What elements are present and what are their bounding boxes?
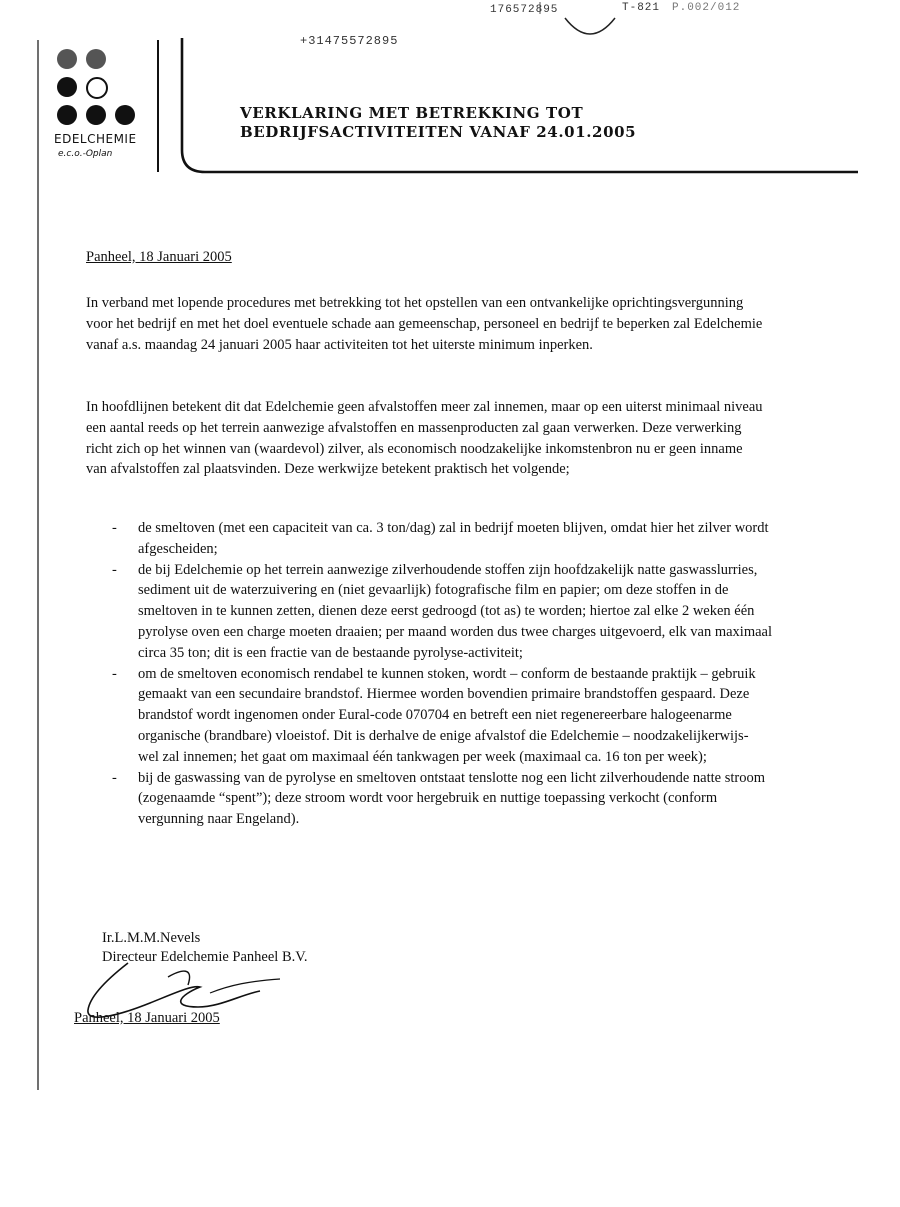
fax-ident: T-821 (622, 2, 661, 14)
list-item: - de smeltoven (met een capaciteit van ca. 3 ton/dag) zal in bedrijf moeten blijven, omdat hier het zilver wordt afgescheiden; (112, 520, 769, 557)
activities-list (112, 518, 772, 830)
date-line: Panheel, 18 Januari 2005 (86, 249, 232, 265)
list-item: - om de smeltoven economisch rendabel te kunnen stoken, wordt – conform de bestaande praktijk – gebruik gemaakt van een secundaire brandstof. Hiermee worden bovendien primaire brandstoffen gespaard. Deze brandstof wordt ingenomen onder Eural-code 070704 en betreft een niet regenereerbare halogeenarme organische (brandbare) vloeistof. Dit is derhalve de enige afvalstof die Edelchemie – noodzakelijkerwijs- wel zal innemen; het gaat om maximaal één tankwagen per week (maximaal ca. 16 ton per week); (112, 665, 756, 765)
document-heading (240, 104, 636, 142)
signatory-name: Ir.L.M.M.Nevels (102, 930, 201, 946)
heading-line-1: VERKLARING MET BETREKKING TOT (240, 104, 584, 122)
signatory-title: Directeur Edelchemie Panheel B.V. (102, 949, 308, 965)
logo-subtitle: e.c.o.-Oplan (58, 149, 113, 159)
fax-number-top: 176572895 (490, 4, 559, 16)
fax-page-code: P.002/012 (672, 2, 741, 14)
list-item: - bij de gaswassing van de pyrolyse en smeltoven ontstaat tenslotte nog een licht zilverhoudende natte stroom (zogenaamde “spent”); deze stroom wordt voor hergebruik en nuttige toepassing verkocht (conform vergunning naar Engeland). (112, 769, 765, 828)
fax-sender-number: +31475572895 (300, 34, 399, 48)
heading-line-2: BEDRIJFSACTIVITEITEN VANAF 24.01.2005 (240, 123, 637, 141)
logo-name: EDELCHEMIE (54, 132, 137, 146)
signature-place-date: Panheel, 18 Januari 2005 (74, 1010, 220, 1026)
paragraph-intro: In verband met lopende procedures met betrekking tot het opstellen van een ontvankelijke oprichtingsvergunning voor het bedrijf en met het doel eventuele schade aan gemeenschap, personeel en bedrijf te beperken zal Edelchemie vanaf a.s. maandag 24 januari 2005 haar activiteiten tot het uiterste minimum inperken. (86, 295, 763, 353)
list-item: - de bij Edelchemie op het terrein aanwezige zilverhoudende stoffen zijn hoofdzakelijk natte gaswasslurries, sediment uit de waterzuivering en (niet gevaarlijk) fotografische film en papier; om deze stoffen in de smeltoven in te kunnen zetten, dienen deze eerst gedroogd (tot as) te worden; hiertoe zal elke 2 weken één pyrolyse oven een charge moeten draaien; per maand worden dus twee charges uitgevoerd, elk van maximaal circa 35 ton; dit is een fractie van de bestaande pyrolyse-activiteit; (112, 561, 772, 661)
company-logo (52, 46, 152, 176)
paragraph-main: In hoofdlijnen betekent dit dat Edelchemie geen afvalstoffen meer zal innemen, maar op een uiterst minimaal niveau een aantal reeds op het terrein aanwezige afvalstoffen en massenproducten zal gaan verwerken. Deze verwerking richt zich op het winnen van (waardevol) zilver, als economisch noodzakelijke inkomstenbron nu er geen inname van afvalstoffen zal plaatsvinden. Deze werkwijze betekent praktisch het volgende; (86, 399, 763, 478)
